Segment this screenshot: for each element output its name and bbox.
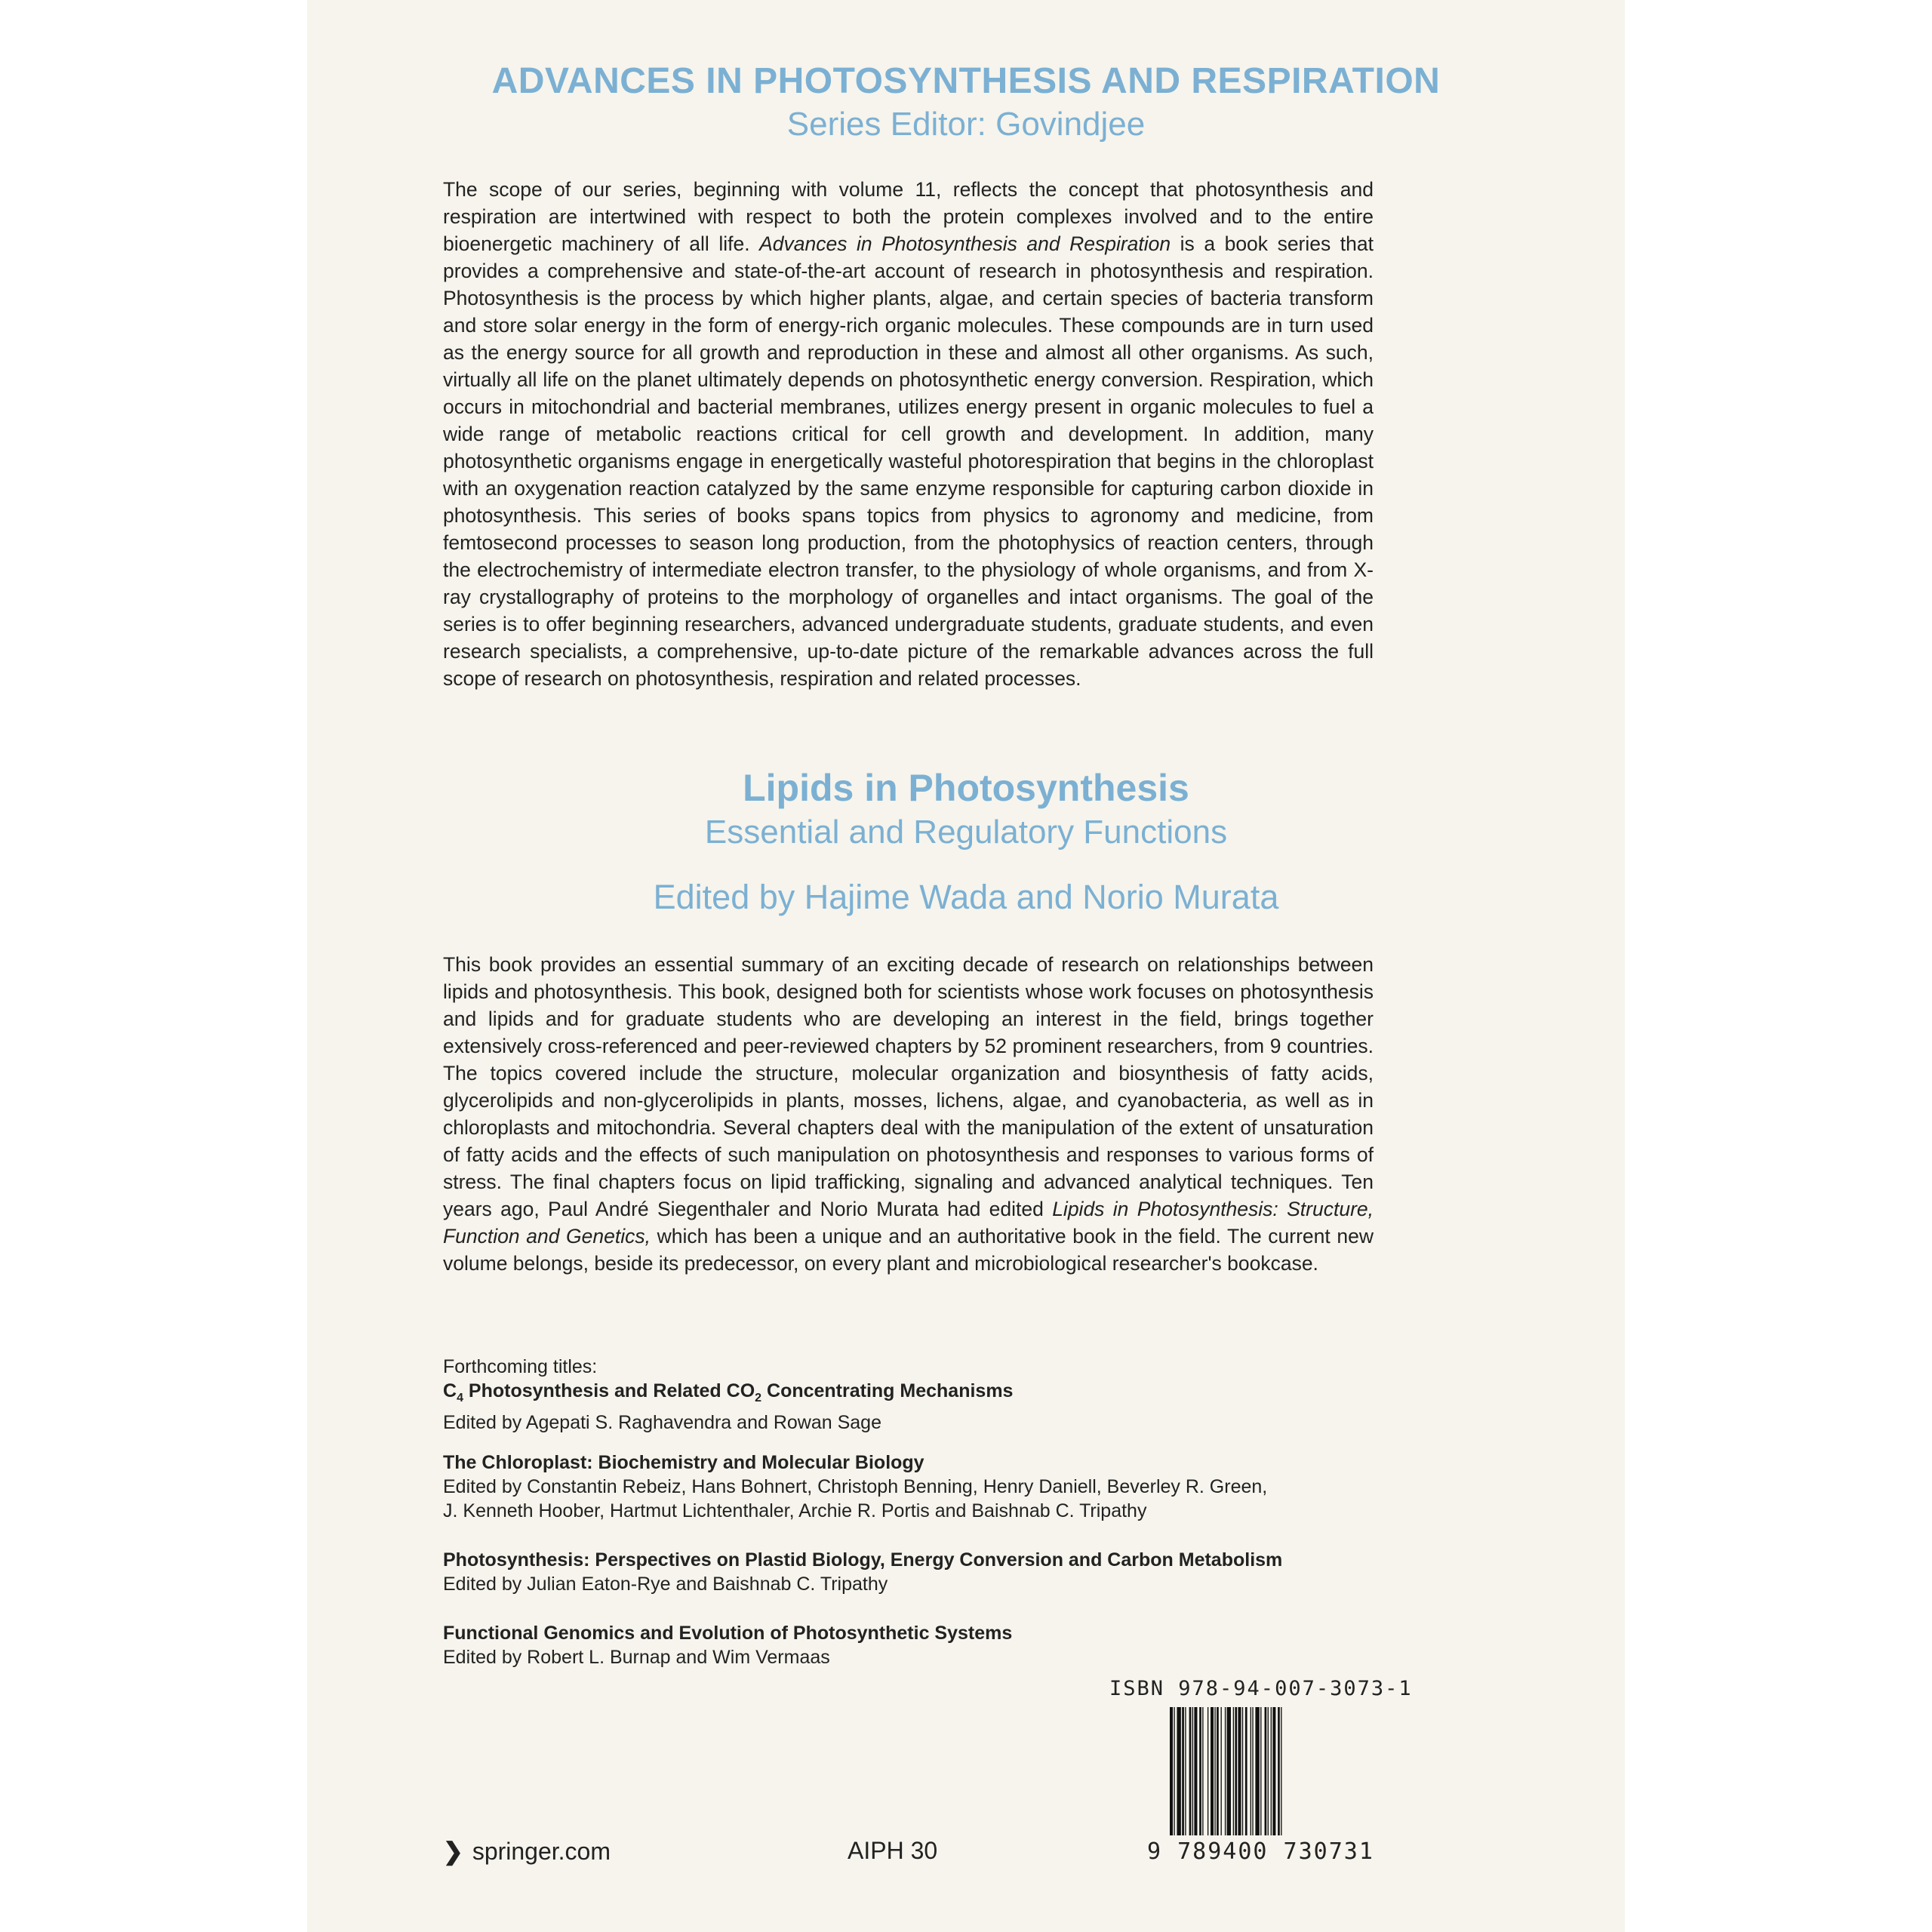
barcode-bar [1233, 1707, 1234, 1835]
barcode-bar [1185, 1707, 1186, 1835]
barcode-bar [1170, 1707, 1173, 1835]
title-part: C [443, 1380, 457, 1401]
forthcoming-item-editors: J. Kenneth Hoober, Hartmut Lichtenthaler, Archie R. Portis and Baishnab C. Tripathy [443, 1500, 1147, 1521]
barcode-bar [1272, 1707, 1275, 1835]
barcode-bar [1278, 1707, 1280, 1835]
series-code: AIPH 30 [848, 1837, 938, 1864]
barcode-bar [1194, 1707, 1197, 1835]
chevron-right-icon: ❯ [443, 1838, 463, 1865]
barcode-bar [1265, 1707, 1267, 1835]
subscript: 4 [457, 1392, 463, 1404]
series-description-part1: The scope of our series, beginning with volume 11, reflects the concept that photosynthesis and respiration are intertwined with respect to both the protein complexes involved and to the entire bioenergetic machinery of all life. [443, 178, 1374, 255]
forthcoming-item-title: Functional Genomics and Evolution of Photosynthetic Systems [443, 1623, 1013, 1644]
book-description [443, 951, 1374, 1277]
forthcoming-item-editors: Edited by Constantin Rebeiz, Hans Bohnert, Christoph Benning, Henry Daniell, Beverley R. Green, [443, 1476, 1268, 1497]
book-description-part2: which has been a unique and an authoritative book in the field. The current new volume belongs, beside its predecessor, on every plant and microbiological researcher's bookcase. [443, 1225, 1374, 1275]
barcode-bar [1211, 1707, 1214, 1835]
barcode-bar [1189, 1707, 1192, 1835]
subscript: 2 [755, 1392, 762, 1404]
barcode-icon [1170, 1707, 1363, 1850]
forthcoming-item-3 [443, 1548, 1386, 1596]
series-description [443, 176, 1374, 692]
book-subtitle: Essential and Regulatory Functions [704, 814, 1228, 851]
title-part: Concentrating Mechanisms [761, 1380, 1014, 1401]
barcode-bar [1199, 1707, 1201, 1835]
series-description-part2: is a book series that provides a comprehensive and state-of-the-art account of research in photosynthesis and respiration. Photosynthesis is the process by which higher plants, algae, and certain species of bacteria transform and store solar energy in the form of energy-rich organic molecules. These compounds are in turn used as the energy source for all growth and reproduction in these and almost all other organisms. As such, virtually all life on the planet ultimately depends on photosynthetic energy conversion. Respiration, which occurs in mitochondrial and bacterial membranes, utilizes energy present in organic molecules to fuel a wide range of metabolic reactions critical for cell growth and development. In addition, many photosynthetic organisms engage in energetically wasteful photorespiration that begins in the chloroplast with an oxygenation reaction catalyzed by the same enzyme responsible for capturing carbon dioxide in photosynthesis. This series of books spans topics from physics to agronomy and medicine, from femtosecond processes to season long production, from the photophysics of reaction centers, through the electrochemistry of intermediate electron transfer, to the physiology of whole organisms, and from X-ray crystallography of proteins to the morphology of organelles and intact organisms. The goal of the series is to offer beginning researchers, advanced undergraduate students, graduate students, and even research specialists, a comprehensive, up-to-date picture of the remarkable advances across the full scope of research on photosynthesis, respiration and related processes. [443, 232, 1374, 690]
forthcoming-item-editors: Edited by Robert L. Burnap and Wim Vermaas [443, 1647, 830, 1668]
forthcoming-item-2 [443, 1451, 1386, 1523]
forthcoming-item-editors: Edited by Agepati S. Raghavendra and Rowan Sage [443, 1412, 881, 1433]
title-part: Photosynthesis and Related CO [463, 1380, 755, 1401]
forthcoming-item-4 [443, 1621, 1386, 1669]
barcode-bar [1214, 1707, 1215, 1835]
series-title: ADVANCES IN PHOTOSYNTHESIS AND RESPIRATION [491, 61, 1441, 101]
barcode-bar [1177, 1707, 1180, 1835]
previous-book-title-italic: Lipids in Photosynthesis: Structure, Function and Genetics, [443, 1198, 1374, 1247]
barcode-bar [1221, 1707, 1222, 1835]
book-title: Lipids in Photosynthesis [743, 767, 1189, 809]
book-editors: Edited by Hajime Wada and Norio Murata [653, 878, 1279, 916]
barcode-bar [1235, 1707, 1237, 1835]
series-editor: Series Editor: Govindjee [786, 106, 1146, 143]
forthcoming-item-title [443, 1379, 1386, 1411]
barcode-bar [1252, 1707, 1253, 1835]
forthcoming-label: Forthcoming titles: [443, 1356, 598, 1377]
barcode-bar [1227, 1707, 1231, 1835]
back-cover [307, 0, 1625, 1932]
barcode-bar [1238, 1707, 1241, 1835]
barcode-bar [1225, 1707, 1226, 1835]
barcode-bar [1260, 1707, 1261, 1835]
barcode-bar [1268, 1707, 1269, 1835]
forthcoming-item-editors: Edited by Julian Eaton-Rye and Baishnab C. Tripathy [443, 1574, 888, 1595]
forthcoming-item-1 [443, 1379, 1386, 1435]
barcode-bar [1242, 1707, 1243, 1835]
barcode-bar [1192, 1707, 1193, 1835]
barcode-bar [1271, 1707, 1272, 1835]
barcode-bar [1182, 1707, 1184, 1835]
barcode-bar [1255, 1707, 1259, 1835]
springer-link[interactable] [443, 1837, 611, 1866]
forthcoming-item-title: The Chloroplast: Biochemistry and Molecular Biology [443, 1452, 924, 1473]
website-label: springer.com [472, 1838, 611, 1865]
series-name-italic: Advances in Photosynthesis and Respiration [759, 232, 1171, 255]
isbn-text: ISBN 978-94-007-3073-1 [1109, 1677, 1413, 1700]
book-description-part1: This book provides an essential summary of an exciting decade of research on relationships between lipids and photosynthesis. This book, designed both for scientists whose work focuses on photosynthesis and lipids and for graduate students who are developing an interest in the field, brings together extensively cross-referenced and peer-reviewed chapters by 52 prominent researchers, from 9 countries. The topics covered include the structure, molecular organization and biosynthesis of fatty acids, glycerolipids and non-glycerolipids in plants, mosses, lichens, algae, and cyanobacteria, as well as in chloroplasts and mitochondria. Several chapters deal with the manipulation of the extent of unsaturation of fatty acids and the effects of such manipulation on photosynthesis and responses to various forms of stress. The final chapters focus on lipid trafficking, signaling and advanced analytical techniques. Ten years ago, Paul André Siegenthaler and Norio Murata had edited [443, 953, 1374, 1220]
forthcoming-item-title: Photosynthesis: Perspectives on Plastid Biology, Energy Conversion and Carbon Metabolism [443, 1549, 1283, 1571]
barcode-bar [1245, 1707, 1247, 1835]
barcode-bar [1217, 1707, 1219, 1835]
barcode-bar [1202, 1707, 1203, 1835]
barcode-number: 9 789400 730731 [1147, 1838, 1374, 1865]
